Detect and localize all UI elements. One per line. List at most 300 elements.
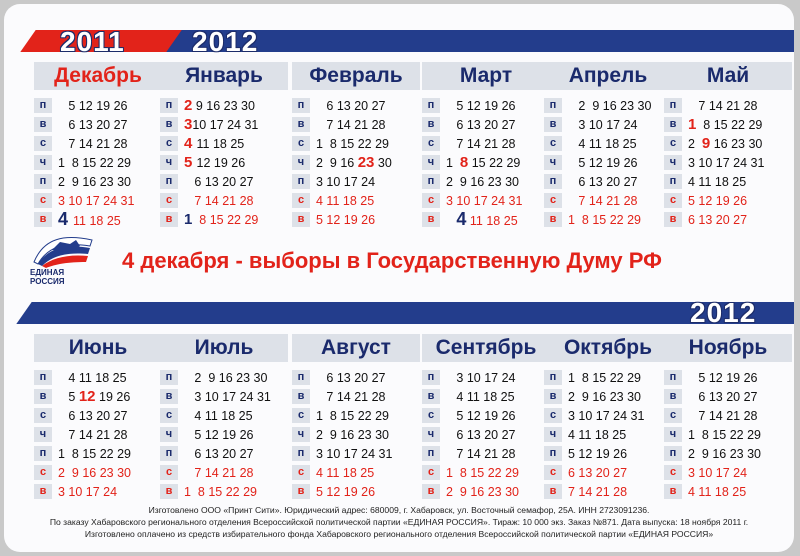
week-row <box>292 463 420 482</box>
holiday-date: 23 <box>357 154 375 171</box>
month-block <box>160 62 288 229</box>
week-row <box>34 387 162 406</box>
weekday-label: в <box>160 389 178 404</box>
date-list: 7 14 21 28 <box>688 408 758 423</box>
election-notice: 4 декабря - выборы в Государственную Думу РФ <box>122 248 662 273</box>
week-row <box>160 444 288 463</box>
weekday-label: с <box>160 136 178 151</box>
holiday-date: 9 <box>701 135 711 152</box>
dates-text <box>316 447 392 461</box>
date-list: 1 8 15 22 29 <box>58 155 131 170</box>
weekday-label: в <box>422 212 440 227</box>
holiday-date: 1 <box>688 116 697 133</box>
weekday-label: ч <box>160 427 178 442</box>
dates-text <box>446 409 516 423</box>
weekday-label: в <box>664 212 682 227</box>
weekday-label: ч <box>34 427 52 442</box>
weekday-label: с <box>422 193 440 208</box>
weekday-label: п <box>34 174 52 189</box>
weekday-label: п <box>544 370 562 385</box>
date-list: 7 14 21 28 <box>446 446 516 461</box>
week-row <box>664 463 792 482</box>
month-name: Июнь <box>34 334 162 362</box>
weekday-label: в <box>422 389 440 404</box>
week-row <box>160 463 288 482</box>
date-list: 2 9 16 23 30 <box>688 446 761 461</box>
dates-text <box>568 447 627 461</box>
week-row <box>34 444 162 463</box>
date-list: 6 13 20 27 <box>568 465 628 480</box>
dates-text <box>316 485 375 499</box>
weekday-label: п <box>292 370 310 385</box>
week-row <box>292 482 420 501</box>
date-list: 2 9 16 <box>316 156 358 170</box>
week-row <box>292 425 420 444</box>
month-name: Май <box>664 62 792 90</box>
date-list: 6 13 20 27 <box>446 427 516 442</box>
week-row <box>544 96 672 115</box>
date-list: 3 10 17 24 <box>316 174 376 189</box>
dates-text <box>184 428 254 442</box>
date-list: 4 11 18 25 <box>446 389 515 404</box>
dates-text <box>688 466 747 480</box>
weekday-label: с <box>422 465 440 480</box>
week-row <box>544 425 672 444</box>
date-list: 19 26 <box>95 390 131 404</box>
weekday-label: ч <box>422 427 440 442</box>
dates-text <box>688 99 758 113</box>
dates-text <box>568 99 651 113</box>
holiday-date: 2 <box>184 97 193 114</box>
date-list: 1 8 15 22 29 <box>568 212 641 227</box>
month-block <box>422 62 550 229</box>
week-row <box>422 134 550 153</box>
week-row <box>664 115 792 134</box>
weekday-label: п <box>34 98 52 113</box>
week-row <box>292 406 420 425</box>
date-list: 1 8 15 22 29 <box>316 136 389 151</box>
weekday-label: с <box>664 408 682 423</box>
holiday-date: 4 <box>456 209 467 229</box>
weekday-label: в <box>34 484 52 499</box>
date-list: 2 9 16 23 30 <box>58 465 131 480</box>
week-row <box>544 153 672 172</box>
dates-text <box>58 209 121 230</box>
week-row <box>544 172 672 191</box>
dates-text <box>58 371 127 385</box>
week-row <box>160 172 288 191</box>
weekday-label: с <box>292 465 310 480</box>
dates-text <box>688 135 762 152</box>
dates-text <box>446 390 515 404</box>
date-list: 5 12 19 26 <box>316 484 376 499</box>
week-row <box>34 153 162 172</box>
week-row <box>664 482 792 501</box>
month-block <box>292 62 420 229</box>
logo-caption <box>30 268 96 286</box>
dates-text <box>446 371 516 385</box>
holiday-date: 1 <box>184 211 193 228</box>
dates-text <box>58 428 128 442</box>
footer-line: По заказу Хабаровского регионального отделения Всероссийской политической партии «ЕДИНАЯ РОССИЯ». Тираж: 10 000 экз. Заказ №871. Дата выпуска: 18 ноября 2011 г. <box>49 517 749 527</box>
date-list: 5 12 19 26 <box>568 446 628 461</box>
dates-text <box>184 116 258 133</box>
dates-text <box>316 194 374 208</box>
blue-year-band-bottom <box>16 302 794 324</box>
dates-text <box>184 466 254 480</box>
weekday-label: п <box>292 98 310 113</box>
year-2011-label: 2011 <box>60 26 125 57</box>
week-row <box>422 425 550 444</box>
dates-text <box>184 409 253 423</box>
weekday-label: в <box>292 484 310 499</box>
weekday-label: п <box>160 174 178 189</box>
date-list <box>446 214 456 228</box>
dates-text <box>58 388 130 405</box>
holiday-date: 5 <box>184 154 197 171</box>
dates-text <box>688 175 746 189</box>
weekday-label: ч <box>292 427 310 442</box>
dates-text <box>184 447 254 461</box>
date-list: 2 9 16 23 30 <box>58 174 131 189</box>
weekday-label: п <box>292 446 310 461</box>
date-list: 7 14 21 28 <box>316 117 386 132</box>
weekday-label: п <box>34 446 52 461</box>
holiday-date: 3 <box>184 116 193 133</box>
dates-text <box>446 194 522 208</box>
date-list: 11 18 25 <box>196 137 245 151</box>
week-row <box>292 210 420 229</box>
weekday-label: п <box>664 98 682 113</box>
date-list: 3 10 17 24 <box>568 117 638 132</box>
weekday-label: с <box>34 408 52 423</box>
week-row <box>544 406 672 425</box>
week-row <box>160 387 288 406</box>
dates-text <box>688 156 764 170</box>
weekday-label: в <box>664 389 682 404</box>
dates-text <box>316 99 386 113</box>
dates-text <box>446 99 516 113</box>
dates-text <box>568 428 626 442</box>
weekday-label: ч <box>664 155 682 170</box>
week-row <box>292 96 420 115</box>
week-row <box>422 191 550 210</box>
week-row <box>160 425 288 444</box>
date-list: 4 11 18 25 <box>568 136 637 151</box>
date-list: 4 11 18 25 <box>316 465 375 480</box>
week-row <box>422 210 550 229</box>
dates-text <box>58 466 131 480</box>
date-list: 2 9 16 23 30 <box>316 427 389 442</box>
weekday-label: ч <box>34 155 52 170</box>
holiday-date: 8 <box>459 154 469 171</box>
date-list: 2 9 16 23 30 <box>446 484 519 499</box>
date-list: 12 19 26 <box>196 156 246 170</box>
bear-flag-icon <box>30 232 96 270</box>
weekday-label: в <box>544 117 562 132</box>
date-list: 1 8 15 22 29 <box>58 446 131 461</box>
week-row <box>160 96 288 115</box>
weekday-label: п <box>422 370 440 385</box>
week-row <box>34 115 162 134</box>
date-list: 4 11 18 25 <box>184 408 253 423</box>
date-list: 5 12 19 26 <box>58 98 128 113</box>
week-row <box>664 191 792 210</box>
date-list: 6 13 20 27 <box>316 98 386 113</box>
logo-line-2: РОССИЯ <box>30 277 65 286</box>
holiday-date: 12 <box>78 388 96 405</box>
calendar-card <box>4 4 794 552</box>
week-row <box>160 210 288 229</box>
week-row <box>422 115 550 134</box>
dates-text <box>184 175 254 189</box>
weekday-label: п <box>544 98 562 113</box>
dates-text <box>446 447 516 461</box>
week-row <box>292 387 420 406</box>
week-row <box>422 153 550 172</box>
dates-text <box>184 97 255 114</box>
weekday-label: с <box>422 408 440 423</box>
week-row <box>664 153 792 172</box>
dates-text <box>568 156 638 170</box>
dates-text <box>58 118 128 132</box>
date-list: 5 12 19 26 <box>446 408 516 423</box>
month-name: Июль <box>160 334 288 362</box>
week-row <box>34 191 162 210</box>
date-list: 6 13 20 27 <box>568 174 638 189</box>
week-row <box>422 444 550 463</box>
dates-text <box>446 485 519 499</box>
date-list: 6 13 20 27 <box>316 370 386 385</box>
month-name: Сентябрь <box>422 334 550 362</box>
year-2012-bottom-label: 2012 <box>690 297 757 328</box>
weekday-label: с <box>664 193 682 208</box>
date-list: 3 10 17 24 31 <box>446 193 523 208</box>
date-list: 3 10 17 24 31 <box>316 446 393 461</box>
weekday-label: п <box>544 174 562 189</box>
weekday-label: в <box>422 484 440 499</box>
dates-text <box>688 390 758 404</box>
date-list: 2 9 16 23 30 <box>184 370 268 385</box>
dates-text <box>568 213 641 227</box>
date-list: 3 10 17 24 31 <box>58 193 135 208</box>
dates-text <box>688 213 747 227</box>
dates-text <box>184 371 267 385</box>
date-list: 30 <box>374 156 392 170</box>
date-list: 2 9 16 23 30 <box>568 389 641 404</box>
date-list: 6 13 20 27 <box>446 117 516 132</box>
date-list: 3 10 17 24 <box>688 465 748 480</box>
dates-text <box>688 409 758 423</box>
weekday-label: в <box>544 212 562 227</box>
week-row <box>422 406 550 425</box>
date-list: 4 11 18 25 <box>568 427 627 442</box>
weekday-label: с <box>544 465 562 480</box>
weekday-label: в <box>160 212 178 227</box>
week-row <box>664 134 792 153</box>
month-block <box>292 334 420 501</box>
date-list: 7 14 21 28 <box>194 193 254 208</box>
week-row <box>34 406 162 425</box>
week-row <box>160 191 288 210</box>
logo-line-1: ЕДИНАЯ <box>30 268 65 277</box>
date-list: 5 12 19 26 <box>688 370 758 385</box>
date-list: 7 14 21 28 <box>568 484 628 499</box>
date-list: 3 10 17 24 31 <box>184 389 271 404</box>
date-list: 6 13 20 27 <box>688 389 758 404</box>
dates-text <box>688 485 746 499</box>
date-padding <box>184 175 194 189</box>
date-list: 4 11 18 25 <box>688 174 747 189</box>
week-row <box>292 191 420 210</box>
dates-text <box>316 213 375 227</box>
dates-text <box>184 194 254 208</box>
week-row <box>422 172 550 191</box>
weekday-label: п <box>664 370 682 385</box>
week-row <box>544 368 672 387</box>
dates-text <box>568 485 627 499</box>
date-list: 5 12 19 26 <box>316 212 376 227</box>
weekday-label: в <box>160 484 178 499</box>
date-list: 5 <box>58 390 79 404</box>
month-name: Февраль <box>292 62 420 90</box>
week-row <box>664 210 792 229</box>
imprint-footer <box>4 504 794 540</box>
date-list: 1 8 15 22 29 <box>446 465 519 480</box>
dates-text <box>184 135 244 152</box>
dates-text <box>58 137 128 151</box>
week-row <box>664 425 792 444</box>
dates-text <box>446 466 519 480</box>
month-block <box>664 334 792 501</box>
week-row <box>292 368 420 387</box>
week-row <box>664 444 792 463</box>
weekday-label: ч <box>664 427 682 442</box>
date-list: 5 12 19 26 <box>184 427 254 442</box>
dates-text <box>688 371 758 385</box>
weekday-label: в <box>422 117 440 132</box>
year-2012-label: 2012 <box>192 26 259 57</box>
date-list: 10 17 24 31 <box>192 118 259 132</box>
date-list: 3 10 17 24 <box>58 484 118 499</box>
dates-text <box>316 466 374 480</box>
week-row <box>34 463 162 482</box>
dates-text <box>446 137 516 151</box>
week-row <box>422 482 550 501</box>
date-list: 15 22 29 <box>468 156 521 170</box>
date-list: 4 11 18 25 <box>316 193 375 208</box>
weekday-label: ч <box>422 155 440 170</box>
week-row <box>34 172 162 191</box>
weekday-label: с <box>160 465 178 480</box>
weekday-label: ч <box>544 155 562 170</box>
dates-text <box>446 118 516 132</box>
week-row <box>34 482 162 501</box>
weekday-label: с <box>664 465 682 480</box>
weekday-label: в <box>34 212 52 227</box>
date-list: 1 8 15 22 29 <box>316 408 389 423</box>
date-list: 5 12 19 26 <box>446 98 516 113</box>
date-list: 6 13 20 27 <box>184 446 254 461</box>
week-row <box>664 368 792 387</box>
week-row <box>160 115 288 134</box>
date-padding <box>184 194 194 208</box>
date-list: 7 14 21 28 <box>568 193 638 208</box>
month-block <box>544 334 672 501</box>
holiday-date: 4 <box>58 209 74 229</box>
date-list: 3 10 17 24 <box>446 370 516 385</box>
dates-text <box>316 428 389 442</box>
date-list: 4 11 18 25 <box>688 484 747 499</box>
weekday-label: с <box>664 136 682 151</box>
dates-text <box>568 390 641 404</box>
weekday-label: в <box>544 389 562 404</box>
footer-line: Изготовлено оплачено из средств избирательного фонда Хабаровского регионального отделения Всероссийской политической партии «ЕДИНАЯ РОССИЯ» <box>84 529 714 539</box>
weekday-label: п <box>422 174 440 189</box>
weekday-label: с <box>544 193 562 208</box>
date-list: 2 9 16 23 30 <box>446 174 519 189</box>
week-row <box>544 463 672 482</box>
dates-text <box>568 466 627 480</box>
weekday-label: ч <box>544 427 562 442</box>
week-row <box>34 134 162 153</box>
weekday-label: в <box>292 117 310 132</box>
week-row <box>544 444 672 463</box>
month-name: Ноябрь <box>664 334 792 362</box>
blue-year-band <box>166 30 794 52</box>
weekday-label: с <box>544 136 562 151</box>
date-list: 1 8 15 22 29 <box>184 484 257 499</box>
date-list: 6 13 20 27 <box>688 212 748 227</box>
date-list: 7 14 21 28 <box>58 427 128 442</box>
date-list: 8 15 22 29 <box>696 118 763 132</box>
week-row <box>292 115 420 134</box>
date-list: 8 15 22 29 <box>192 213 259 227</box>
dates-text <box>568 371 641 385</box>
dates-text <box>446 209 518 230</box>
dates-text <box>58 485 117 499</box>
weekday-label: с <box>34 193 52 208</box>
dates-text <box>184 485 257 499</box>
dates-text <box>316 371 386 385</box>
dates-text <box>316 409 389 423</box>
week-row <box>34 210 162 229</box>
weekday-label: п <box>544 446 562 461</box>
dates-text <box>446 154 520 171</box>
weekday-label: в <box>664 117 682 132</box>
month-name: Август <box>292 334 420 362</box>
weekday-label: с <box>160 408 178 423</box>
week-row <box>422 463 550 482</box>
month-name: Октябрь <box>544 334 672 362</box>
date-list: 2 <box>688 137 702 151</box>
dates-text <box>316 137 389 151</box>
dates-text <box>316 154 392 171</box>
top-banner <box>4 24 794 60</box>
weekday-label: в <box>544 484 562 499</box>
dates-text <box>568 137 637 151</box>
dates-text <box>58 194 134 208</box>
week-row <box>544 482 672 501</box>
weekday-label: с <box>544 408 562 423</box>
week-row <box>664 172 792 191</box>
month-name: Апрель <box>544 62 672 90</box>
week-row <box>292 172 420 191</box>
month-name: Январь <box>160 62 288 90</box>
weekday-label: в <box>292 212 310 227</box>
dates-text <box>568 409 644 423</box>
date-list: 7 14 21 28 <box>58 136 128 151</box>
